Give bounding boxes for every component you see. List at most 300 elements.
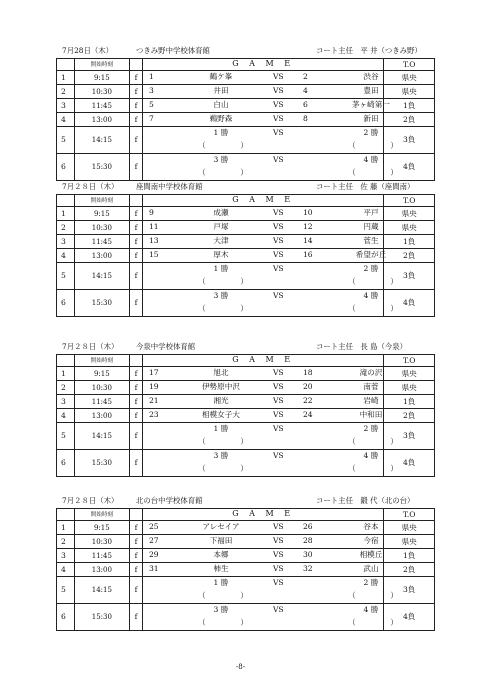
vs-label: VS bbox=[272, 424, 284, 433]
team2-number: 16 bbox=[302, 250, 313, 259]
to-value: 3負 bbox=[384, 423, 435, 450]
table-row bbox=[57, 235, 435, 249]
open-paren: （ bbox=[347, 277, 356, 286]
start-time: 13:00 bbox=[74, 249, 129, 263]
to-value: 県央 bbox=[384, 381, 435, 395]
winner-slots bbox=[143, 590, 398, 603]
header-game-cell bbox=[142, 509, 383, 521]
matchup bbox=[143, 423, 383, 436]
court-letter: f bbox=[130, 207, 143, 221]
to-value: 県央 bbox=[384, 535, 435, 549]
start-time: 10:30 bbox=[74, 221, 129, 235]
table-row bbox=[57, 367, 435, 381]
team2-name: 4 勝 bbox=[363, 155, 379, 164]
schedule-block bbox=[56, 180, 435, 317]
team2-number: 20 bbox=[302, 382, 313, 391]
open-paren: （ bbox=[347, 591, 356, 600]
venue-name: つきみ野中学校体育館 bbox=[136, 46, 210, 55]
row-number: 6 bbox=[57, 450, 75, 477]
to-value: 県央 bbox=[384, 71, 435, 85]
team1-name: 3 勝 bbox=[213, 451, 229, 460]
start-time: 13:00 bbox=[74, 113, 129, 127]
matchup bbox=[143, 207, 383, 220]
team2-number: 4 bbox=[302, 86, 308, 95]
schedule-table bbox=[56, 58, 435, 181]
start-time: 11:45 bbox=[74, 235, 129, 249]
game-cell bbox=[142, 207, 383, 221]
header-row bbox=[57, 355, 435, 367]
vs-label: VS bbox=[272, 264, 284, 273]
court-head: コート主任 平 井（つきみ野） bbox=[316, 46, 422, 55]
winner-blank-left bbox=[198, 276, 248, 288]
team2-name: 豊田 bbox=[363, 86, 379, 95]
start-time: 15:30 bbox=[74, 604, 129, 631]
team1-name: 3 勝 bbox=[213, 155, 229, 164]
header-start-time: 開始時刻 bbox=[74, 59, 129, 71]
open-paren: （ bbox=[347, 141, 356, 150]
venue-name: 座間南中学校体育館 bbox=[136, 182, 203, 191]
header-game-cell bbox=[142, 195, 383, 207]
game-cell bbox=[142, 450, 398, 477]
start-time: 11:45 bbox=[74, 99, 129, 113]
open-paren: （ bbox=[197, 277, 206, 286]
court-letter: f bbox=[130, 563, 143, 577]
start-time: 14:15 bbox=[74, 577, 129, 604]
to-value: 4負 bbox=[384, 604, 435, 631]
team1-name: 鶴ケ峯 bbox=[209, 72, 233, 81]
game-cell bbox=[142, 85, 383, 99]
winner-blank-right bbox=[348, 590, 398, 602]
matchup bbox=[143, 521, 383, 534]
game-title: G A M E bbox=[232, 195, 295, 204]
header-to: T.O bbox=[384, 355, 435, 367]
block-header bbox=[56, 180, 435, 194]
team2-number: 2 bbox=[302, 72, 308, 81]
winner-slots bbox=[143, 276, 398, 289]
header-game-cell bbox=[142, 59, 383, 71]
team2-number: 14 bbox=[302, 236, 313, 245]
row-number: 2 bbox=[57, 221, 75, 235]
matchup bbox=[143, 577, 383, 590]
game-cell bbox=[142, 521, 383, 535]
row-number: 3 bbox=[57, 549, 75, 563]
open-paren: （ bbox=[197, 464, 206, 473]
matchup bbox=[143, 549, 383, 562]
row-number: 1 bbox=[57, 71, 75, 85]
header-to: T.O bbox=[384, 59, 435, 71]
court-letter: f bbox=[130, 263, 143, 290]
team1-name: 厚木 bbox=[213, 250, 229, 259]
court-letter: f bbox=[130, 154, 143, 181]
start-time: 11:45 bbox=[74, 395, 129, 409]
table-row bbox=[57, 263, 435, 290]
winner-blank-right bbox=[348, 276, 398, 288]
vs-label: VS bbox=[272, 222, 284, 231]
close-paren: ） bbox=[390, 464, 398, 473]
table-row bbox=[57, 549, 435, 563]
team1-name: 戸塚 bbox=[213, 222, 229, 231]
row-number: 1 bbox=[57, 521, 75, 535]
to-value: 4負 bbox=[384, 154, 435, 181]
to-value: 1負 bbox=[384, 235, 435, 249]
game-cell bbox=[142, 563, 383, 577]
open-paren: （ bbox=[197, 591, 206, 600]
matchup bbox=[143, 563, 383, 576]
to-value: 県央 bbox=[384, 85, 435, 99]
team1-number: 29 bbox=[148, 550, 159, 559]
matchup bbox=[143, 395, 383, 408]
team1-name: 大津 bbox=[213, 236, 229, 245]
team1-name: 柿生 bbox=[213, 564, 229, 573]
court-letter: f bbox=[130, 249, 143, 263]
team2-name: 滝の沢 bbox=[359, 368, 383, 377]
team1-number: 23 bbox=[148, 410, 159, 419]
winner-blank-right bbox=[348, 436, 398, 448]
court-letter: f bbox=[130, 577, 143, 604]
matchup bbox=[143, 235, 383, 248]
game-cell bbox=[142, 249, 387, 263]
header-game-cell bbox=[142, 355, 383, 367]
to-value: 2負 bbox=[384, 409, 435, 423]
row-number: 4 bbox=[57, 409, 75, 423]
table-row bbox=[57, 71, 435, 85]
team2-name: 渋谷 bbox=[363, 72, 379, 81]
team1-number: 3 bbox=[148, 86, 154, 95]
team1-name: 本郷 bbox=[213, 550, 229, 559]
to-value: 3負 bbox=[384, 263, 435, 290]
court-letter: f bbox=[130, 535, 143, 549]
vs-label: VS bbox=[272, 72, 284, 81]
table-row bbox=[57, 154, 435, 181]
team1-number: 15 bbox=[148, 250, 159, 259]
row-number: 6 bbox=[57, 290, 75, 317]
team2-name: 新田 bbox=[363, 114, 379, 123]
matchup bbox=[143, 367, 383, 380]
vs-label: VS bbox=[272, 236, 284, 245]
game-cell bbox=[142, 604, 398, 631]
header-start-time: 開始時刻 bbox=[74, 195, 129, 207]
team1-number: 1 bbox=[148, 72, 154, 81]
team1-name: 成瀬 bbox=[213, 208, 229, 217]
close-paren: ） bbox=[240, 437, 248, 446]
block-header bbox=[56, 44, 435, 58]
table-row bbox=[57, 127, 435, 154]
team1-name: 鵜野森 bbox=[209, 114, 233, 123]
team2-name: 南菅 bbox=[363, 382, 379, 391]
team2-name: 今宿 bbox=[363, 536, 379, 545]
match-date: 7月２８日（木） bbox=[62, 496, 119, 505]
start-time: 10:30 bbox=[74, 535, 129, 549]
vs-label: VS bbox=[272, 550, 284, 559]
to-value: 3負 bbox=[384, 127, 435, 154]
court-letter: f bbox=[130, 113, 143, 127]
vs-label: VS bbox=[272, 250, 284, 259]
open-paren: （ bbox=[197, 141, 206, 150]
winner-blank-right bbox=[348, 140, 398, 152]
team2-name: 2 勝 bbox=[363, 578, 379, 587]
schedule-table bbox=[56, 354, 435, 477]
header-no-cell bbox=[57, 355, 75, 367]
game-cell bbox=[142, 235, 383, 249]
team2-name: 相模丘 bbox=[359, 550, 383, 559]
page-number: -8- bbox=[235, 663, 246, 671]
game-cell bbox=[142, 99, 390, 113]
team1-number: 31 bbox=[148, 564, 159, 573]
to-value: 2負 bbox=[384, 563, 435, 577]
winner-blank-left bbox=[198, 140, 248, 152]
game-cell bbox=[142, 290, 398, 317]
matchup bbox=[143, 535, 383, 548]
close-paren: ） bbox=[240, 464, 248, 473]
team2-number: 8 bbox=[302, 114, 308, 123]
team2-name: 岩崎 bbox=[363, 396, 379, 405]
team1-number: 13 bbox=[148, 236, 159, 245]
team2-number: 12 bbox=[302, 222, 313, 231]
team2-name: 4 勝 bbox=[363, 605, 379, 614]
game-cell bbox=[142, 423, 398, 450]
header-row bbox=[57, 59, 435, 71]
court-head: コート主任 長 島（今泉） bbox=[316, 342, 408, 351]
team2-name: 2 勝 bbox=[363, 264, 379, 273]
winner-blank-left bbox=[198, 436, 248, 448]
vs-label: VS bbox=[272, 536, 284, 545]
winner-blank-right bbox=[348, 617, 398, 629]
vs-label: VS bbox=[272, 396, 284, 405]
to-value: 1負 bbox=[384, 99, 435, 113]
header-row bbox=[57, 195, 435, 207]
close-paren: ） bbox=[240, 277, 248, 286]
game-cell bbox=[142, 367, 383, 381]
game-title-wrap bbox=[143, 355, 383, 366]
row-number: 6 bbox=[57, 154, 75, 181]
header-to: T.O bbox=[384, 509, 435, 521]
start-time: 13:00 bbox=[74, 409, 129, 423]
winner-slots bbox=[143, 140, 398, 153]
matchup bbox=[143, 99, 390, 112]
winner-blank-left bbox=[198, 167, 248, 179]
court-letter: f bbox=[130, 604, 143, 631]
winner-blank-left bbox=[198, 590, 248, 602]
team1-number: 25 bbox=[148, 522, 159, 531]
team1-number: 17 bbox=[148, 368, 159, 377]
header-court-cell bbox=[130, 59, 143, 71]
close-paren: ） bbox=[390, 168, 398, 177]
to-value: 県央 bbox=[384, 521, 435, 535]
team1-name: 相模女子大 bbox=[201, 410, 240, 419]
court-letter: f bbox=[130, 450, 143, 477]
open-paren: （ bbox=[197, 304, 206, 313]
block-header bbox=[56, 494, 435, 508]
team1-number: 27 bbox=[148, 536, 159, 545]
schedule-block bbox=[56, 340, 435, 477]
row-number: 1 bbox=[57, 367, 75, 381]
matchup bbox=[143, 263, 383, 276]
to-value: 1負 bbox=[384, 549, 435, 563]
team2-number: 18 bbox=[302, 368, 313, 377]
vs-label: VS bbox=[272, 155, 284, 164]
vs-label: VS bbox=[272, 291, 284, 300]
table-row bbox=[57, 535, 435, 549]
vs-label: VS bbox=[272, 208, 284, 217]
venue-name: 今泉中学校体育館 bbox=[136, 342, 196, 351]
team2-number: 28 bbox=[302, 536, 313, 545]
to-value: 3負 bbox=[384, 577, 435, 604]
team2-name: 平戸 bbox=[363, 208, 379, 217]
vs-label: VS bbox=[272, 564, 284, 573]
team1-name: 湘光 bbox=[213, 396, 229, 405]
header-start-time: 開始時刻 bbox=[74, 355, 129, 367]
open-paren: （ bbox=[347, 464, 356, 473]
court-letter: f bbox=[130, 549, 143, 563]
table-row bbox=[57, 563, 435, 577]
game-title-wrap bbox=[143, 509, 383, 520]
team2-number: 30 bbox=[302, 550, 313, 559]
table-row bbox=[57, 577, 435, 604]
vs-label: VS bbox=[272, 114, 284, 123]
schedule-block bbox=[56, 494, 435, 631]
start-time: 10:30 bbox=[74, 381, 129, 395]
header-no-cell bbox=[57, 195, 75, 207]
vs-label: VS bbox=[272, 605, 284, 614]
team2-number: 10 bbox=[302, 208, 313, 217]
matchup bbox=[143, 154, 383, 167]
table-row bbox=[57, 249, 435, 263]
row-number: 3 bbox=[57, 235, 75, 249]
match-date: 7月２８日（木） bbox=[62, 182, 119, 191]
winner-blank-left bbox=[198, 617, 248, 629]
to-value: 県央 bbox=[384, 367, 435, 381]
team1-name: 3 勝 bbox=[213, 291, 229, 300]
to-value: 4負 bbox=[384, 450, 435, 477]
team2-name: 中和田 bbox=[359, 410, 383, 419]
to-value: 県央 bbox=[384, 207, 435, 221]
open-paren: （ bbox=[197, 618, 206, 627]
table-row bbox=[57, 521, 435, 535]
start-time: 15:30 bbox=[74, 290, 129, 317]
row-number: 4 bbox=[57, 249, 75, 263]
team2-number: 6 bbox=[302, 100, 308, 109]
close-paren: ） bbox=[240, 141, 248, 150]
header-no-cell bbox=[57, 509, 75, 521]
game-cell bbox=[142, 381, 383, 395]
row-number: 1 bbox=[57, 207, 75, 221]
court-letter: f bbox=[130, 395, 143, 409]
court-letter: f bbox=[130, 290, 143, 317]
court-letter: f bbox=[130, 367, 143, 381]
schedule-block bbox=[56, 44, 435, 181]
open-paren: （ bbox=[347, 168, 356, 177]
court-letter: f bbox=[130, 99, 143, 113]
header-court-cell bbox=[130, 355, 143, 367]
winner-blank-left bbox=[198, 463, 248, 475]
header-row bbox=[57, 509, 435, 521]
close-paren: ） bbox=[390, 141, 398, 150]
team1-number: 9 bbox=[148, 208, 154, 217]
row-number: 4 bbox=[57, 563, 75, 577]
start-time: 9:15 bbox=[74, 207, 129, 221]
venue-name: 北の台中学校体育館 bbox=[136, 496, 203, 505]
row-number: 6 bbox=[57, 604, 75, 631]
header-to: T.O bbox=[384, 195, 435, 207]
row-number: 3 bbox=[57, 99, 75, 113]
game-cell bbox=[142, 127, 398, 154]
court-letter: f bbox=[130, 221, 143, 235]
table-row bbox=[57, 85, 435, 99]
row-number: 5 bbox=[57, 127, 75, 154]
vs-label: VS bbox=[272, 451, 284, 460]
table-row bbox=[57, 207, 435, 221]
table-row bbox=[57, 395, 435, 409]
winner-blank-right bbox=[348, 463, 398, 475]
matchup bbox=[143, 127, 383, 140]
team1-number: 7 bbox=[148, 114, 154, 123]
start-time: 9:15 bbox=[74, 71, 129, 85]
to-value: 2負 bbox=[384, 249, 435, 263]
game-cell bbox=[142, 71, 383, 85]
team2-name: 菅生 bbox=[363, 236, 379, 245]
to-value: 4負 bbox=[384, 290, 435, 317]
matchup bbox=[143, 221, 383, 234]
start-time: 14:15 bbox=[74, 127, 129, 154]
court-head: コート主任 佐 藤（座間南） bbox=[316, 182, 415, 191]
game-cell bbox=[142, 221, 383, 235]
court-letter: f bbox=[130, 381, 143, 395]
team1-name: 1 勝 bbox=[213, 128, 229, 137]
close-paren: ） bbox=[240, 618, 248, 627]
game-cell bbox=[142, 535, 383, 549]
game-cell bbox=[142, 154, 398, 181]
to-value: 県央 bbox=[384, 221, 435, 235]
team2-name: 2 勝 bbox=[363, 424, 379, 433]
table-row bbox=[57, 604, 435, 631]
open-paren: （ bbox=[197, 168, 206, 177]
game-cell bbox=[142, 549, 383, 563]
team2-number: 24 bbox=[302, 410, 313, 419]
matchup bbox=[143, 604, 383, 617]
court-letter: f bbox=[130, 423, 143, 450]
row-number: 4 bbox=[57, 113, 75, 127]
vs-label: VS bbox=[272, 368, 284, 377]
team1-name: 1 勝 bbox=[213, 424, 229, 433]
matchup bbox=[143, 71, 383, 84]
schedule-table bbox=[56, 508, 435, 631]
header-no-cell bbox=[57, 59, 75, 71]
close-paren: ） bbox=[240, 591, 248, 600]
game-cell bbox=[142, 409, 383, 423]
team1-name: 1 勝 bbox=[213, 578, 229, 587]
vs-label: VS bbox=[272, 128, 284, 137]
court-letter: f bbox=[130, 85, 143, 99]
court-letter: f bbox=[130, 127, 143, 154]
winner-blank-right bbox=[348, 303, 398, 315]
team1-name: 伊勢原中沢 bbox=[201, 382, 240, 391]
court-letter: f bbox=[130, 71, 143, 85]
close-paren: ） bbox=[390, 437, 398, 446]
open-paren: （ bbox=[347, 618, 356, 627]
close-paren: ） bbox=[240, 168, 248, 177]
winner-slots bbox=[143, 463, 398, 476]
to-value: 2負 bbox=[384, 113, 435, 127]
row-number: 5 bbox=[57, 577, 75, 604]
match-date: 7月28日（木） bbox=[62, 46, 114, 55]
match-date: 7月２８日（木） bbox=[62, 342, 119, 351]
open-paren: （ bbox=[197, 437, 206, 446]
row-number: 5 bbox=[57, 423, 75, 450]
start-time: 15:30 bbox=[74, 450, 129, 477]
start-time: 10:30 bbox=[74, 85, 129, 99]
team1-name: 3 勝 bbox=[213, 605, 229, 614]
table-row bbox=[57, 113, 435, 127]
